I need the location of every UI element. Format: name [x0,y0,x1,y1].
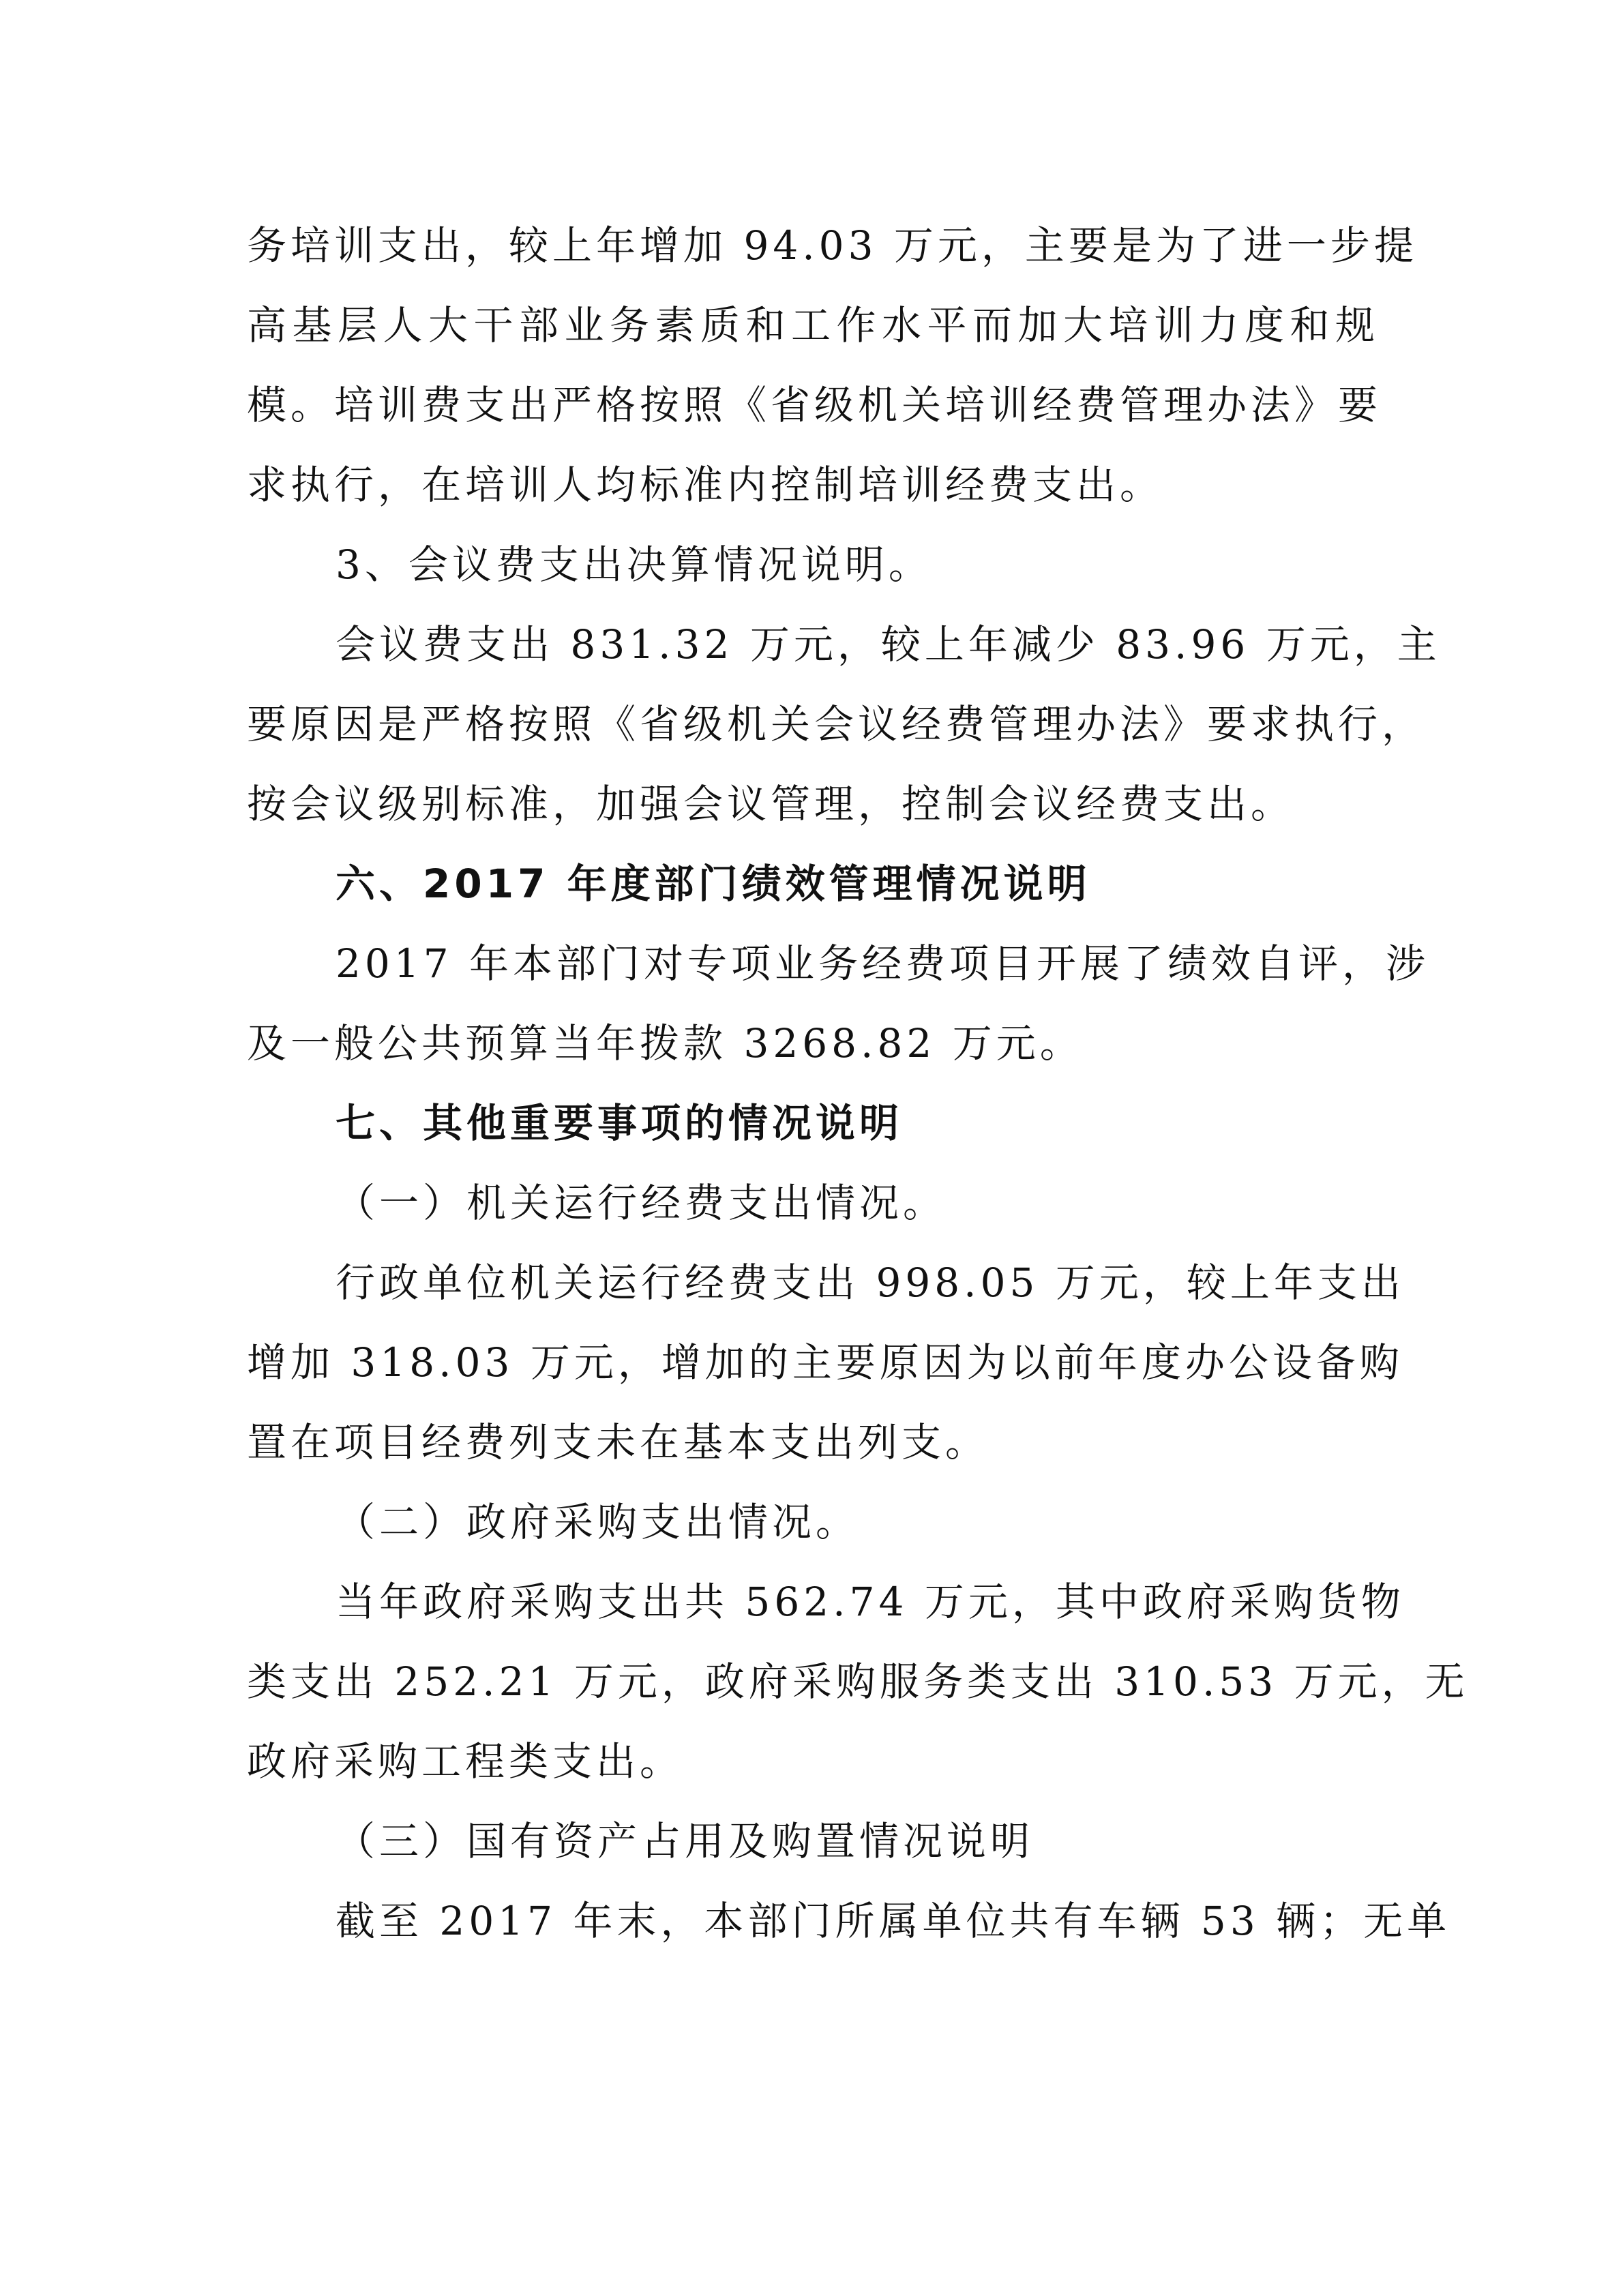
paragraph-line: 当年政府采购支出共 562.74 万元，其中政府采购货物 [336,1579,1405,1625]
subsection-title: （二）政府采购支出情况。 [336,1499,860,1545]
paragraph-line: 行政单位机关运行经费支出 998.05 万元，较上年支出 [336,1259,1405,1306]
paragraph-line: 类支出 252.21 万元，政府采购服务类支出 310.53 万元，无 [247,1658,1469,1705]
paragraph-line: 模。培训费支出严格按照《省级机关培训经费管理办法》要 [247,382,1382,428]
paragraph-line: 高基层人大干部业务素质和工作水平而加大培训力度和规 [247,302,1379,348]
subsection-title: （三）国有资产占用及购置情况说明 [336,1818,1034,1864]
subsection-title: 3、会议费支出决算情况说明。 [336,541,932,588]
paragraph-line: 要原因是严格按照《省级机关会议经费管理办法》要求执行， [247,701,1426,747]
paragraph-line: 求执行，在培训人均标准内控制培训经费支出。 [247,462,1164,508]
paragraph-line: 截至 2017 年末，本部门所属单位共有车辆 53 辆；无单 [336,1898,1451,1944]
paragraph-line: 及一般公共预算当年拨款 3268.82 万元。 [247,1020,1084,1067]
subsection-title: （一）机关运行经费支出情况。 [336,1180,947,1226]
section-heading: 六、2017 年度部门绩效管理情况说明 [336,861,1091,907]
paragraph-line: 会议费支出 831.32 万元，较上年减少 83.96 万元，主 [336,621,1441,668]
paragraph-line: 按会议级别标准，加强会议管理，控制会议经费支出。 [247,781,1295,827]
paragraph-line: 置在项目经费列支未在基本支出列支。 [247,1419,989,1465]
paragraph-line: 增加 318.03 万元，增加的主要原因为以前年度办公设备购 [247,1339,1403,1386]
section-heading: 七、其他重要事项的情况说明 [336,1100,904,1146]
paragraph-line: 2017 年本部门对专项业务经费项目开展了绩效自评，涉 [336,940,1430,987]
paragraph-line: 务培训支出，较上年增加 94.03 万元，主要是为了进一步提 [247,222,1418,269]
paragraph-line: 政府采购工程类支出。 [247,1738,684,1785]
